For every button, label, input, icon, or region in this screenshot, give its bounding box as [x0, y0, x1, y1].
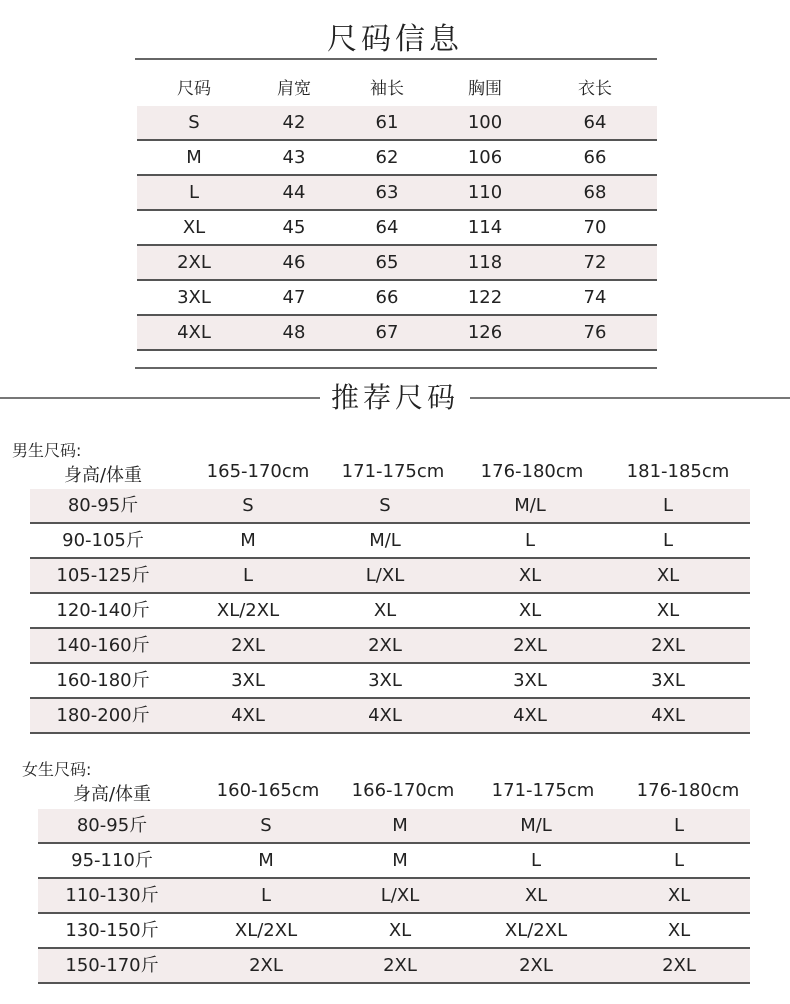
table-cell: 48	[282, 322, 306, 343]
table-cell: XL	[518, 565, 542, 586]
table-row	[137, 141, 657, 176]
female-header-cell: 166-170cm	[351, 780, 455, 801]
table-cell: XL	[182, 217, 206, 238]
table-cell: 4XL	[231, 705, 265, 726]
table-cell: 3XL	[368, 670, 402, 691]
table-cell: M	[186, 147, 202, 168]
table-cell: 4XL	[513, 705, 547, 726]
table-cell: XL	[518, 600, 542, 621]
female-size-table	[38, 809, 750, 984]
recommend-title-text: 推荐尺码	[325, 381, 465, 414]
table-cell: 44	[282, 182, 306, 203]
size-info-top-rule	[135, 58, 657, 60]
table-cell: XL	[656, 565, 680, 586]
size-info-bottom-rule	[135, 367, 657, 369]
table-cell: 122	[467, 287, 503, 308]
table-cell: 66	[375, 287, 399, 308]
table-row	[137, 316, 657, 351]
table-cell: L/XL	[365, 565, 405, 586]
male-header-cell: 身高/体重	[63, 465, 143, 486]
male-table-header	[0, 461, 790, 491]
table-cell: 65	[375, 252, 399, 273]
table-cell: XL/2XL	[216, 600, 280, 621]
table-cell: 118	[467, 252, 503, 273]
table-cell: 3XL	[177, 287, 211, 308]
table-row	[137, 211, 657, 246]
table-cell: 76	[583, 322, 607, 343]
table-cell: 61	[375, 112, 399, 133]
table-row	[38, 809, 750, 844]
table-cell: M	[392, 850, 408, 871]
table-row	[137, 281, 657, 316]
table-cell: 100	[467, 112, 503, 133]
table-cell: M	[392, 815, 408, 836]
size-header-cell: 衣长	[578, 79, 612, 99]
table-cell: 160-180斤	[56, 670, 150, 691]
table-row	[30, 699, 750, 734]
size-header-cell: 肩宽	[277, 79, 311, 99]
table-cell: XL	[667, 885, 691, 906]
table-cell: 2XL	[651, 635, 685, 656]
table-cell: 2XL	[177, 252, 211, 273]
table-row	[137, 106, 657, 141]
table-cell: 2XL	[249, 955, 283, 976]
table-row	[38, 949, 750, 984]
size-table	[137, 106, 657, 351]
table-cell: S	[242, 495, 254, 516]
table-row	[30, 594, 750, 629]
table-cell: 64	[583, 112, 607, 133]
table-cell: M/L	[514, 495, 546, 516]
table-cell: 110-130斤	[65, 885, 159, 906]
male-header-cell: 165-170cm	[206, 461, 310, 482]
table-cell: XL/2XL	[504, 920, 568, 941]
table-cell: 110	[467, 182, 503, 203]
male-size-table	[30, 489, 750, 734]
table-cell: XL	[667, 920, 691, 941]
table-cell: 140-160斤	[56, 635, 150, 656]
table-cell: XL/2XL	[234, 920, 298, 941]
table-row	[30, 524, 750, 559]
table-cell: 95-110斤	[71, 850, 153, 871]
table-cell: 4XL	[368, 705, 402, 726]
table-cell: 74	[583, 287, 607, 308]
table-cell: S	[260, 815, 272, 836]
female-table-header	[0, 780, 790, 810]
table-cell: 120-140斤	[56, 600, 150, 621]
table-cell: S	[379, 495, 391, 516]
table-cell: 4XL	[177, 322, 211, 343]
table-cell: 2XL	[231, 635, 265, 656]
female-header-cell: 176-180cm	[636, 780, 740, 801]
table-cell: 72	[583, 252, 607, 273]
table-cell: 46	[282, 252, 306, 273]
table-cell: 64	[375, 217, 399, 238]
table-cell: 63	[375, 182, 399, 203]
table-cell: M/L	[369, 530, 401, 551]
table-cell: 45	[282, 217, 306, 238]
table-cell: 47	[282, 287, 306, 308]
female-header-cell: 身高/体重	[72, 784, 152, 805]
table-cell: 130-150斤	[65, 920, 159, 941]
table-row	[38, 844, 750, 879]
table-cell: 80-95斤	[67, 495, 139, 516]
size-header-cell: 袖长	[370, 79, 404, 99]
table-cell: 43	[282, 147, 306, 168]
table-cell: XL	[373, 600, 397, 621]
table-cell: 150-170斤	[65, 955, 159, 976]
table-cell: M/L	[520, 815, 552, 836]
table-cell: 42	[282, 112, 306, 133]
table-cell: 114	[467, 217, 503, 238]
table-cell: 68	[583, 182, 607, 203]
table-row	[137, 176, 657, 211]
table-cell: 2XL	[513, 635, 547, 656]
table-cell: 2XL	[383, 955, 417, 976]
size-info-title: 尺码信息	[327, 22, 463, 57]
table-cell: 2XL	[519, 955, 553, 976]
table-cell: 3XL	[651, 670, 685, 691]
table-cell: 106	[467, 147, 503, 168]
table-cell: XL	[524, 885, 548, 906]
table-cell: L	[524, 530, 536, 551]
male-header-cell: 176-180cm	[480, 461, 584, 482]
table-cell: L/XL	[380, 885, 420, 906]
female-header-cell: 171-175cm	[491, 780, 595, 801]
table-row	[30, 664, 750, 699]
recommend-title	[0, 376, 790, 416]
table-cell: XL	[388, 920, 412, 941]
table-cell: L	[673, 815, 685, 836]
table-cell: L	[188, 182, 200, 203]
female-size-label: 女生尺码:	[22, 760, 92, 779]
table-cell: L	[673, 850, 685, 871]
male-header-cell: 181-185cm	[626, 461, 730, 482]
table-cell: 70	[583, 217, 607, 238]
table-cell: 90-105斤	[62, 530, 144, 551]
table-cell: 66	[583, 147, 607, 168]
table-cell: M	[258, 850, 274, 871]
table-row	[30, 489, 750, 524]
size-table-header	[137, 74, 657, 106]
table-cell: XL	[656, 600, 680, 621]
table-cell: 180-200斤	[56, 705, 150, 726]
female-header-cell: 160-165cm	[216, 780, 320, 801]
table-cell: 4XL	[651, 705, 685, 726]
table-row	[38, 914, 750, 949]
table-cell: 80-95斤	[76, 815, 148, 836]
table-row	[137, 246, 657, 281]
size-header-cell: 胸围	[468, 79, 502, 99]
table-cell: 2XL	[368, 635, 402, 656]
table-cell: L	[662, 495, 674, 516]
size-header-cell: 尺码	[177, 79, 211, 99]
table-cell: 3XL	[231, 670, 265, 691]
table-cell: L	[260, 885, 272, 906]
table-cell: S	[188, 112, 200, 133]
male-size-label: 男生尺码:	[12, 441, 82, 460]
table-cell: 3XL	[513, 670, 547, 691]
table-cell: L	[662, 530, 674, 551]
table-row	[30, 629, 750, 664]
table-cell: 62	[375, 147, 399, 168]
table-cell: 126	[467, 322, 503, 343]
table-cell: 67	[375, 322, 399, 343]
table-cell: 2XL	[662, 955, 696, 976]
table-cell: M	[240, 530, 256, 551]
male-header-cell: 171-175cm	[341, 461, 445, 482]
table-row	[38, 879, 750, 914]
table-cell: L	[242, 565, 254, 586]
table-cell: 105-125斤	[56, 565, 150, 586]
table-cell: L	[530, 850, 542, 871]
table-row	[30, 559, 750, 594]
